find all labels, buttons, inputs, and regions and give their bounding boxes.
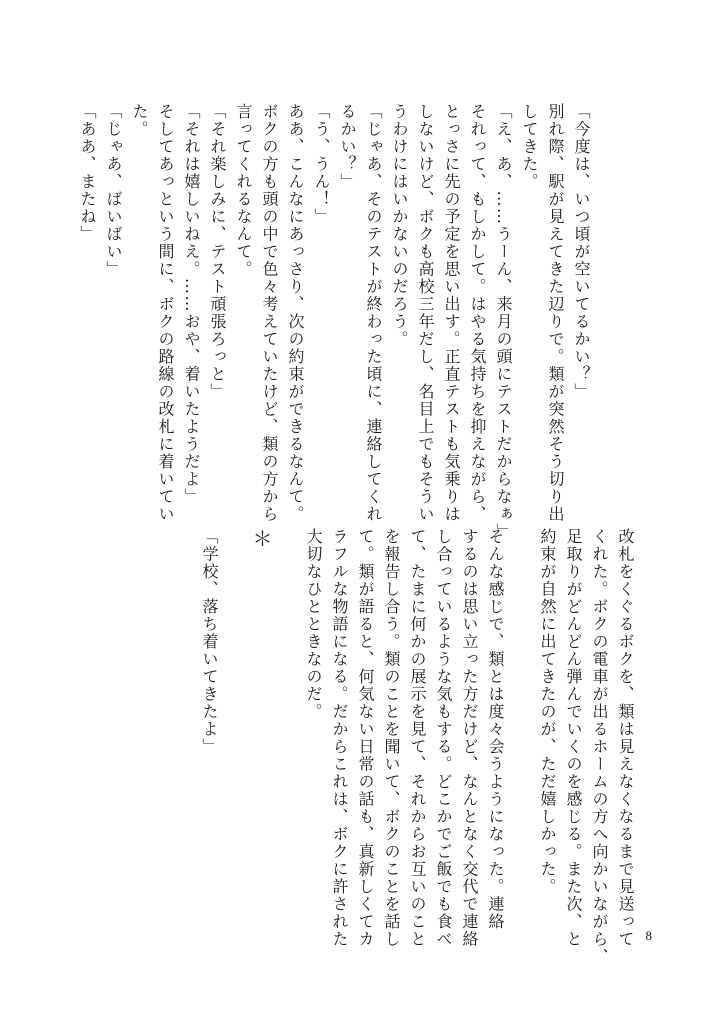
text-line: 「じゃあ、そのテストが終わった頃に、連絡してくれ <box>364 103 383 523</box>
text-line: とっさに先の予定を思い出す。正直テストも気乗りは <box>442 103 461 523</box>
text-line: るかい？」 <box>338 103 357 191</box>
text-line: 別れ際、駅が見えてきた辺りで。類が突然そう切り出 <box>546 103 565 523</box>
text-line: 足取りがどんどん弾んでいくのを感じる。また次、と <box>564 528 583 948</box>
text-line: してきた。 <box>520 103 539 191</box>
text-line: 「え、あ、……うーん、来月の頭にテストだからなぁ」 <box>494 103 513 541</box>
text-line: くれた。ボクの電車が出るホームの方へ向かいながら、 <box>590 528 609 966</box>
text-line: 「それは嬉しいねえ。……おや、着いたようだよ」 <box>182 103 201 506</box>
text-line: 「ああ、またね」 <box>78 103 97 243</box>
text-line: するのは思い立った方だけど、なんとなく交代で連絡 <box>460 528 479 948</box>
text-line: 「それ楽しみに、テスト頑張ろっと」 <box>208 103 227 401</box>
text-line: し合っているような気もする。どこかでご飯でも食べ <box>434 528 453 948</box>
text-line: しないけど、ボクも高校三年だし、名目上でもそうい <box>416 103 435 523</box>
blank-line <box>274 528 300 928</box>
text-line: を報告し合う。類のことを聞いて、ボクのことを話し <box>382 528 401 948</box>
upper-text-column <box>74 103 594 541</box>
text-line: 言ってくれるなんて。 <box>234 103 253 278</box>
text-line: そしてあっという間に、ボクの路線の改札に着いてい <box>156 103 175 523</box>
text-line: 約束が自然に出てきたのが、ただ嬉しかった。 <box>538 528 557 896</box>
text-line: 大切なひとときなのだ。 <box>304 528 323 721</box>
text-line: て。類が語ると、何気ない日常の話も、真新しくてカ <box>356 528 375 948</box>
text-line: た。 <box>130 103 149 138</box>
text-line: それって、もしかして。はやる気持ちを抑えながら、 <box>468 103 487 523</box>
text-line: 「今度は、いつ頃が空いてるかい？」 <box>572 103 591 401</box>
text-line: ああ、こんなにあっさり、次の約束ができるなんて。 <box>286 103 305 523</box>
text-line: うわけにはいかないのだろう。 <box>390 103 409 348</box>
text-line: 「う、うん！」 <box>312 103 331 226</box>
text-line: そんな感じで、類とは度々会うようになった。連絡 <box>486 528 505 931</box>
blank-line <box>508 528 534 928</box>
text-line: ラフルな物語になる。だからこれは、ボクに許された <box>330 528 349 948</box>
lower-text-column <box>196 528 638 966</box>
page-number: 8 <box>645 928 652 943</box>
text-line: て、たまに何かの展示を見て、それからお互いのこと <box>408 528 427 948</box>
text-line: ボクの方も頭の中で色々考えていたけど、類の方から <box>260 103 279 523</box>
text-line: 「学校、落ち着いてきたよ」 <box>200 528 219 756</box>
text-line: 「じゃあ、ばいばい」 <box>104 103 123 278</box>
blank-line <box>222 528 248 928</box>
scene-break-asterisk: ＊ <box>249 528 273 550</box>
text-line: 改札をくぐるボクを、類は見えなくなるまで見送って <box>616 528 635 948</box>
